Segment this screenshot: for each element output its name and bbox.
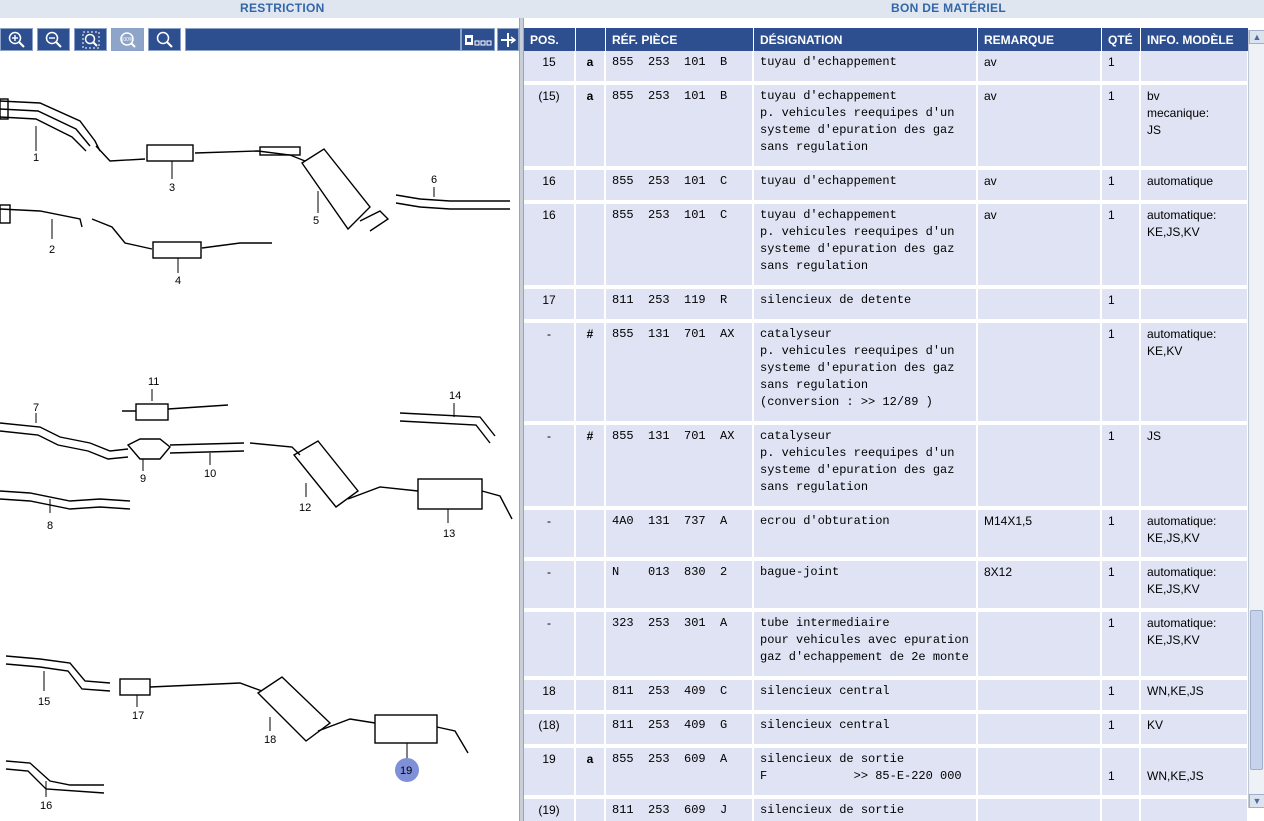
- cell-designation: tuyau d'echappement: [754, 51, 978, 81]
- toolbar-spacer: [185, 28, 461, 51]
- col-header-pos[interactable]: POS.: [524, 28, 576, 51]
- pipe-part-12-front: [250, 443, 300, 455]
- cell-designation: silencieux central: [754, 680, 978, 710]
- col-header-model-info[interactable]: INFO. MODÈLE: [1141, 28, 1249, 51]
- cell-designation: bague-joint: [754, 561, 978, 608]
- cell-designation: silencieux de detente: [754, 289, 978, 319]
- cell-model-info: automatique: [1141, 170, 1249, 200]
- cell-pos: 15: [524, 51, 576, 81]
- pipe-part-4-rear: [202, 243, 272, 248]
- cell-ref: 811 253 119 R: [606, 289, 754, 319]
- table-scrollbar[interactable]: [1248, 30, 1264, 808]
- cell-model-info: KV: [1141, 714, 1249, 744]
- pipe-part-17: [150, 683, 262, 691]
- cell-designation: tuyau d'echappement p. vehicules reequipes d'un systeme d'epuration des gaz sans regulation: [754, 85, 978, 166]
- label-part-8[interactable]: 8: [47, 520, 54, 532]
- cell-model-info: automatique: KE,JS,KV: [1141, 561, 1249, 608]
- top-header-bar: [0, 0, 1264, 18]
- cell-qty: 1: [1102, 612, 1141, 676]
- table-row[interactable]: [524, 561, 1249, 612]
- zoom-out-button[interactable]: [37, 28, 70, 51]
- cell-symbol: a: [576, 85, 606, 166]
- table-row[interactable]: [524, 680, 1249, 714]
- cell-remark: [978, 799, 1102, 821]
- search-button[interactable]: [148, 28, 181, 51]
- cell-model-info: automatique: KE,JS,KV: [1141, 510, 1249, 557]
- pipe-part-1c: [0, 117, 86, 151]
- zoom-in-icon: [7, 30, 27, 50]
- label-part-16[interactable]: 16: [40, 800, 53, 812]
- zoom-fit-icon: [81, 30, 101, 50]
- cell-designation: silencieux central: [754, 714, 978, 744]
- table-row[interactable]: [524, 799, 1249, 821]
- cell-remark: [978, 748, 1102, 795]
- cell-pos: -: [524, 561, 576, 608]
- muffler-part-19: [375, 715, 437, 743]
- table-row[interactable]: [524, 714, 1249, 748]
- cell-pos: (15): [524, 85, 576, 166]
- pipe-part-3-front: [96, 146, 145, 161]
- expand-button[interactable]: [497, 28, 519, 51]
- label-part-9[interactable]: 9: [140, 473, 147, 485]
- cell-model-info: WN,KE,JS: [1141, 680, 1249, 710]
- table-header: [524, 28, 1249, 51]
- table-body: [524, 51, 1249, 821]
- cell-qty: 1: [1102, 204, 1141, 285]
- muffler-part-4: [153, 242, 201, 258]
- zoom-in-button[interactable]: [0, 28, 33, 51]
- pipe-part-16: [6, 761, 104, 785]
- label-part-11[interactable]: 11: [148, 376, 160, 388]
- cell-remark: [978, 714, 1102, 744]
- cell-symbol: [576, 799, 606, 821]
- zoom-100-button[interactable]: [111, 28, 144, 51]
- label-part-5[interactable]: 5: [313, 215, 320, 227]
- cell-designation: tuyau d'echappement p. vehicules reequipes d'un systeme d'epuration des gaz sans regulation: [754, 204, 978, 285]
- cell-model-info: [1141, 799, 1249, 821]
- table-row[interactable]: [524, 85, 1249, 170]
- page-thumbnails-icon: [463, 32, 493, 48]
- cell-ref: 855 131 701 AX: [606, 425, 754, 506]
- cell-remark: 8X12: [978, 561, 1102, 608]
- label-part-19[interactable]: 19: [400, 765, 413, 777]
- cell-qty: 1: [1102, 561, 1141, 608]
- flange-part-2: [0, 205, 10, 223]
- muffler-part-13: [418, 479, 482, 509]
- zoom-out-icon: [44, 30, 64, 50]
- cell-pos: (18): [524, 714, 576, 744]
- col-header-designation[interactable]: DÉSIGNATION: [754, 28, 978, 51]
- cell-model-info: [1141, 289, 1249, 319]
- cell-remark: [978, 680, 1102, 710]
- cell-symbol: [576, 561, 606, 608]
- pipe-part-10: [170, 443, 244, 453]
- cell-symbol: a: [576, 748, 606, 795]
- cell-qty: 1: [1102, 323, 1141, 421]
- cell-designation: silencieux de sortie F >> 85-E-220 000: [754, 748, 978, 795]
- cell-pos: -: [524, 510, 576, 557]
- label-part-14[interactable]: 14: [449, 390, 462, 402]
- cell-pos: 19: [524, 748, 576, 795]
- cell-ref: 855 253 101 B: [606, 51, 754, 81]
- pipe-part-16b: [6, 769, 104, 793]
- cell-qty: 1: [1102, 85, 1141, 166]
- cell-qty: 1: [1102, 748, 1141, 795]
- cell-designation: silencieux de sortie: [754, 799, 978, 821]
- cell-remark: av: [978, 85, 1102, 166]
- pipe-part-7b: [0, 431, 128, 459]
- cell-designation: ecrou d'obturation: [754, 510, 978, 557]
- cell-qty: 1: [1102, 510, 1141, 557]
- cell-ref: 4A0 131 737 A: [606, 510, 754, 557]
- cell-ref: 811 253 609 J: [606, 799, 754, 821]
- cell-remark: [978, 323, 1102, 421]
- pipe-part-6b: [396, 203, 510, 209]
- cell-symbol: [576, 612, 606, 676]
- label-part-18[interactable]: 18: [264, 734, 277, 746]
- cell-remark: av: [978, 204, 1102, 285]
- cell-pos: -: [524, 612, 576, 676]
- cell-qty: 1: [1102, 714, 1141, 744]
- cell-symbol: #: [576, 323, 606, 421]
- cell-ref: 855 253 101 B: [606, 85, 754, 166]
- label-part-7[interactable]: 7: [33, 402, 40, 414]
- cell-designation: tuyau d'echappement: [754, 170, 978, 200]
- pipe-part-1b: [0, 109, 90, 146]
- cell-remark: av: [978, 51, 1102, 81]
- cell-remark: [978, 425, 1102, 506]
- cell-pos: -: [524, 323, 576, 421]
- diagram-toolbar: [0, 28, 519, 51]
- cell-qty: 1: [1102, 680, 1141, 710]
- pipe-part-15b: [6, 664, 110, 691]
- plus-arrow-icon: [500, 32, 516, 48]
- cell-model-info: automatique: KE,JS,KV: [1141, 204, 1249, 285]
- cell-qty: 1: [1102, 51, 1141, 81]
- cell-designation: catalyseur p. vehicules reequipes d'un systeme d'epuration des gaz sans regulation: [754, 425, 978, 506]
- table-row[interactable]: [524, 510, 1249, 561]
- cell-remark: av: [978, 170, 1102, 200]
- col-header-remark[interactable]: REMARQUE: [978, 28, 1102, 51]
- label-part-6[interactable]: 6: [431, 174, 438, 186]
- label-part-1[interactable]: 1: [33, 152, 40, 164]
- pipe-part-4-front: [92, 219, 152, 249]
- cell-ref: 855 253 101 C: [606, 170, 754, 200]
- table-row[interactable]: [524, 51, 1249, 85]
- cell-pos: 16: [524, 204, 576, 285]
- label-part-17[interactable]: 17: [132, 710, 145, 722]
- pipe-part-8: [0, 491, 130, 501]
- cell-pos: 17: [524, 289, 576, 319]
- chevron-up-icon: ▲: [1252, 32, 1262, 42]
- cell-ref: 855 131 701 AX: [606, 323, 754, 421]
- cell-symbol: [576, 170, 606, 200]
- pipe-part-11: [122, 405, 228, 411]
- cell-qty: 1: [1102, 170, 1141, 200]
- table-row[interactable]: [524, 748, 1249, 799]
- pipe-part-12-rear: [348, 487, 418, 499]
- cell-pos: 16: [524, 170, 576, 200]
- restriction-title: RESTRICTION: [240, 1, 325, 15]
- scroll-up-button[interactable]: [1249, 30, 1264, 44]
- search-icon: [155, 30, 175, 50]
- scroll-thumb[interactable]: [1250, 610, 1263, 770]
- pipe-part-2: [0, 209, 82, 227]
- cell-designation: tube intermediaire pour vehicules avec epuration gaz d'echappement de 2e monte: [754, 612, 978, 676]
- cell-remark: [978, 289, 1102, 319]
- muffler-part-17: [120, 679, 150, 695]
- table-row[interactable]: [524, 204, 1249, 289]
- pipe-part-13: [482, 491, 512, 519]
- cell-symbol: [576, 204, 606, 285]
- svg-text:100%: 100%: [120, 36, 133, 43]
- pipe-part-19: [437, 727, 468, 753]
- muffler-part-12: [294, 441, 358, 507]
- cell-symbol: #: [576, 425, 606, 506]
- parts-table-pane: [524, 18, 1264, 821]
- cell-qty: 1: [1102, 289, 1141, 319]
- muffler-part-18: [258, 677, 330, 741]
- cell-ref: 323 253 301 A: [606, 612, 754, 676]
- cell-ref: N 013 830 2: [606, 561, 754, 608]
- cell-remark: M14X1,5: [978, 510, 1102, 557]
- diagram-pane: [0, 18, 519, 821]
- label-part-3[interactable]: 3: [169, 182, 176, 194]
- col-header-symbol: [576, 28, 606, 51]
- pipe-part-14: [400, 413, 495, 443]
- cell-pos: -: [524, 425, 576, 506]
- cell-symbol: [576, 289, 606, 319]
- label-part-13[interactable]: 13: [443, 528, 456, 540]
- label-part-15[interactable]: 15: [38, 696, 51, 708]
- table-row[interactable]: [524, 612, 1249, 680]
- cell-symbol: a: [576, 51, 606, 81]
- pipe-part-6: [396, 195, 510, 201]
- zoom-fit-button[interactable]: [74, 28, 107, 51]
- col-header-ref[interactable]: RÉF. PIÈCE: [606, 28, 754, 51]
- pipe-part-5: [360, 211, 388, 231]
- cell-model-info: [1141, 51, 1249, 81]
- cell-symbol: [576, 680, 606, 710]
- cell-qty: 1: [1102, 425, 1141, 506]
- scroll-down-button[interactable]: [1249, 794, 1264, 808]
- muffler-part-3: [147, 145, 193, 161]
- label-part-10[interactable]: 10: [204, 468, 217, 480]
- pipe-part-3-rear: [195, 151, 305, 161]
- cell-ref: 811 253 409 G: [606, 714, 754, 744]
- cell-designation: catalyseur p. vehicules reequipes d'un systeme d'epuration des gaz sans regulation (conversion : >> 12/89 ): [754, 323, 978, 421]
- table-row[interactable]: [524, 425, 1249, 510]
- cell-symbol: [576, 510, 606, 557]
- table-row[interactable]: [524, 170, 1249, 204]
- cell-ref: 855 253 101 C: [606, 204, 754, 285]
- catalyst-part-9: [128, 439, 170, 459]
- parts-list-title: BON DE MATÉRIEL: [891, 1, 1006, 15]
- cell-model-info: JS: [1141, 425, 1249, 506]
- cell-qty: [1102, 799, 1141, 821]
- catalyst-part-11: [136, 404, 168, 420]
- cell-remark: [978, 612, 1102, 676]
- page-select-button[interactable]: [461, 28, 495, 51]
- cell-ref: 811 253 409 C: [606, 680, 754, 710]
- label-part-4[interactable]: 4: [175, 275, 182, 287]
- chevron-down-icon: ▼: [1252, 796, 1262, 806]
- cell-model-info: automatique: KE,JS,KV: [1141, 612, 1249, 676]
- cell-pos: (19): [524, 799, 576, 821]
- table-row[interactable]: [524, 323, 1249, 425]
- col-header-qty[interactable]: QTÉ: [1102, 28, 1141, 51]
- cell-model-info: WN,KE,JS: [1141, 748, 1249, 795]
- table-row[interactable]: [524, 289, 1249, 323]
- cell-ref: 855 253 609 A: [606, 748, 754, 795]
- exhaust-system-diagram[interactable]: [0, 51, 519, 821]
- cell-model-info: bv mecanique: JS: [1141, 85, 1249, 166]
- label-part-2[interactable]: 2: [49, 244, 56, 256]
- cell-pos: 18: [524, 680, 576, 710]
- label-part-12[interactable]: 12: [299, 502, 312, 514]
- cell-symbol: [576, 714, 606, 744]
- zoom-100-icon: [118, 30, 138, 50]
- cell-model-info: automatique: KE,KV: [1141, 323, 1249, 421]
